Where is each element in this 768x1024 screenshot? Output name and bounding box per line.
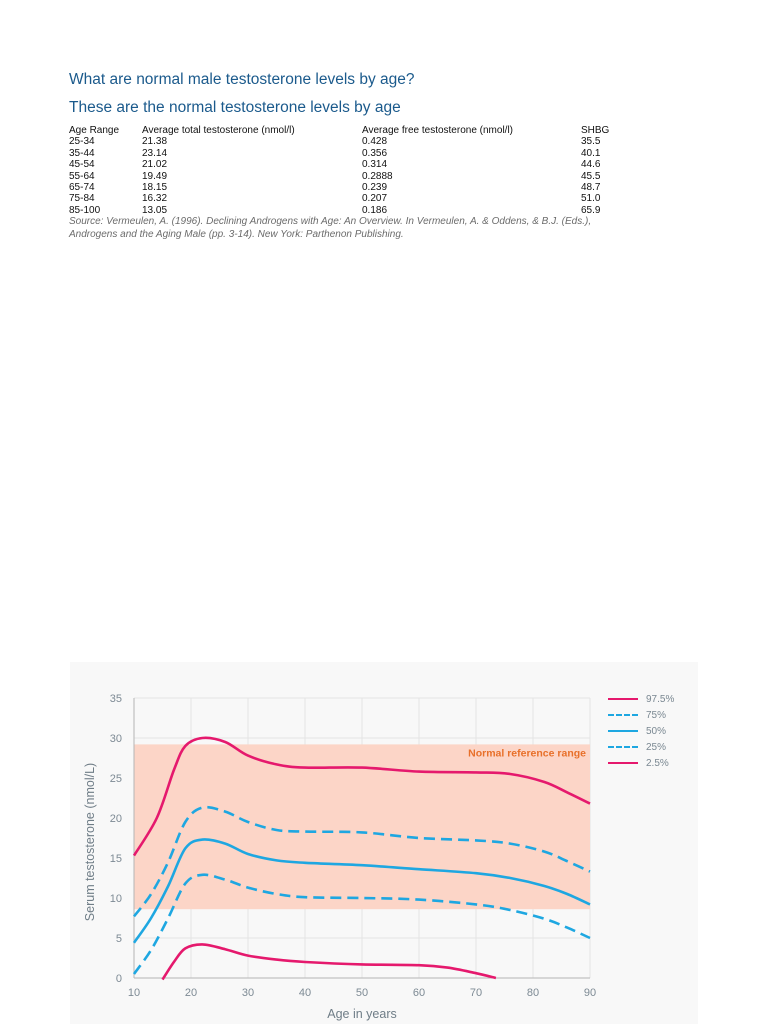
table-cell: 85-100	[69, 204, 101, 216]
legend-swatch	[608, 762, 638, 764]
table-cell: 51.0	[581, 193, 601, 205]
page-heading: What are normal male testosterone levels by age?	[69, 71, 415, 88]
table-body	[69, 136, 641, 216]
table-cell: 19.49	[142, 170, 168, 182]
table-row	[69, 193, 641, 204]
chart-legend	[608, 691, 674, 771]
legend-swatch	[608, 746, 638, 748]
legend-item	[608, 755, 674, 771]
legend-swatch	[608, 698, 638, 700]
y-tick-label: 0	[115, 973, 122, 985]
table-cell: 0.314	[362, 159, 388, 171]
column-header: Average total testosterone (nmol/l)	[142, 125, 295, 136]
table-cell: 0.356	[362, 147, 388, 159]
legend-swatch	[608, 714, 638, 716]
legend-item	[608, 707, 674, 723]
table-cell: 44.6	[581, 159, 601, 171]
table-row	[69, 148, 641, 159]
table-cell: 18.15	[142, 182, 168, 194]
table-cell: 0.239	[362, 182, 388, 194]
y-tick-label: 5	[115, 933, 122, 945]
table-cell: 45.5	[581, 170, 601, 182]
y-tick-label: 25	[109, 773, 122, 785]
table-cell: 0.207	[362, 193, 388, 205]
table-cell: 13.05	[142, 204, 168, 216]
y-tick-label: 15	[109, 853, 122, 865]
reference-range-label: Normal reference range	[468, 747, 586, 760]
column-header: Average free testosterone (nmol/l)	[362, 125, 514, 136]
x-tick-label: 10	[127, 987, 141, 999]
source-line: Androgens and the Aging Male (pp. 3-14). New York: Parthenon Publishing.	[69, 228, 404, 240]
series-line-2-5pct	[163, 944, 496, 979]
table-cell: 55-64	[69, 170, 95, 182]
table-row	[69, 136, 641, 147]
testosterone-levels-table	[69, 125, 641, 216]
column-header: SHBG	[581, 125, 610, 136]
table-cell: 0.2888	[362, 170, 393, 182]
section-heading: These are the normal testosterone levels by age	[69, 99, 401, 116]
table-cell: 23.14	[142, 147, 168, 159]
table-cell: 40.1	[581, 147, 601, 159]
legend-item	[608, 723, 674, 739]
chart-canvas	[70, 662, 698, 1024]
table-cell: 21.02	[142, 159, 168, 171]
y-tick-label: 30	[109, 733, 122, 745]
x-tick-label: 20	[184, 987, 198, 999]
y-tick-label: 35	[109, 693, 122, 705]
legend-label: 25%	[646, 741, 667, 753]
table-header-row	[69, 125, 641, 136]
legend-swatch	[608, 730, 638, 732]
table-cell: 35.5	[581, 136, 601, 148]
x-axis-label: Age in years	[327, 1007, 397, 1021]
table-cell: 21.38	[142, 136, 168, 148]
table-cell: 48.7	[581, 182, 601, 194]
testosterone-chart	[70, 662, 698, 1024]
table-cell: 0.428	[362, 136, 388, 148]
y-tick-label: 20	[109, 813, 122, 825]
table-cell: 0.186	[362, 204, 388, 216]
x-tick-label: 30	[241, 987, 255, 999]
table-cell: 16.32	[142, 193, 168, 205]
legend-label: 75%	[646, 709, 667, 721]
table-row	[69, 159, 641, 170]
x-tick-label: 80	[526, 987, 540, 999]
x-tick-label: 60	[412, 987, 426, 999]
reference-range-band	[134, 744, 590, 909]
table-row	[69, 171, 641, 182]
y-tick-label: 10	[109, 893, 122, 905]
source-line: Source: Vermeulen, A. (1996). Declining Androgens with Age: An Overview. In Vermeulen, A. & Oddens, & B.J. (Eds.),	[69, 216, 592, 228]
legend-label: 97.5%	[646, 693, 675, 705]
legend-label: 50%	[646, 725, 667, 737]
x-tick-label: 70	[469, 987, 483, 999]
table-cell: 65-74	[69, 182, 95, 194]
y-axis-label: Serum testosterone (nmol/L)	[83, 762, 97, 922]
source-citation	[69, 216, 709, 241]
column-header: Age Range	[69, 125, 120, 136]
legend-label: 2.5%	[646, 757, 669, 769]
x-tick-label: 40	[298, 987, 312, 999]
legend-item	[608, 691, 674, 707]
table-cell: 25-34	[69, 136, 95, 148]
x-tick-label: 90	[583, 987, 597, 999]
document-body	[69, 70, 709, 241]
x-tick-label: 50	[355, 987, 369, 999]
table-cell: 75-84	[69, 193, 95, 205]
table-cell: 45-54	[69, 159, 95, 171]
table-cell: 65.9	[581, 204, 601, 216]
table-row	[69, 205, 641, 216]
legend-item	[608, 739, 674, 755]
table-cell: 35-44	[69, 147, 95, 159]
table-row	[69, 182, 641, 193]
